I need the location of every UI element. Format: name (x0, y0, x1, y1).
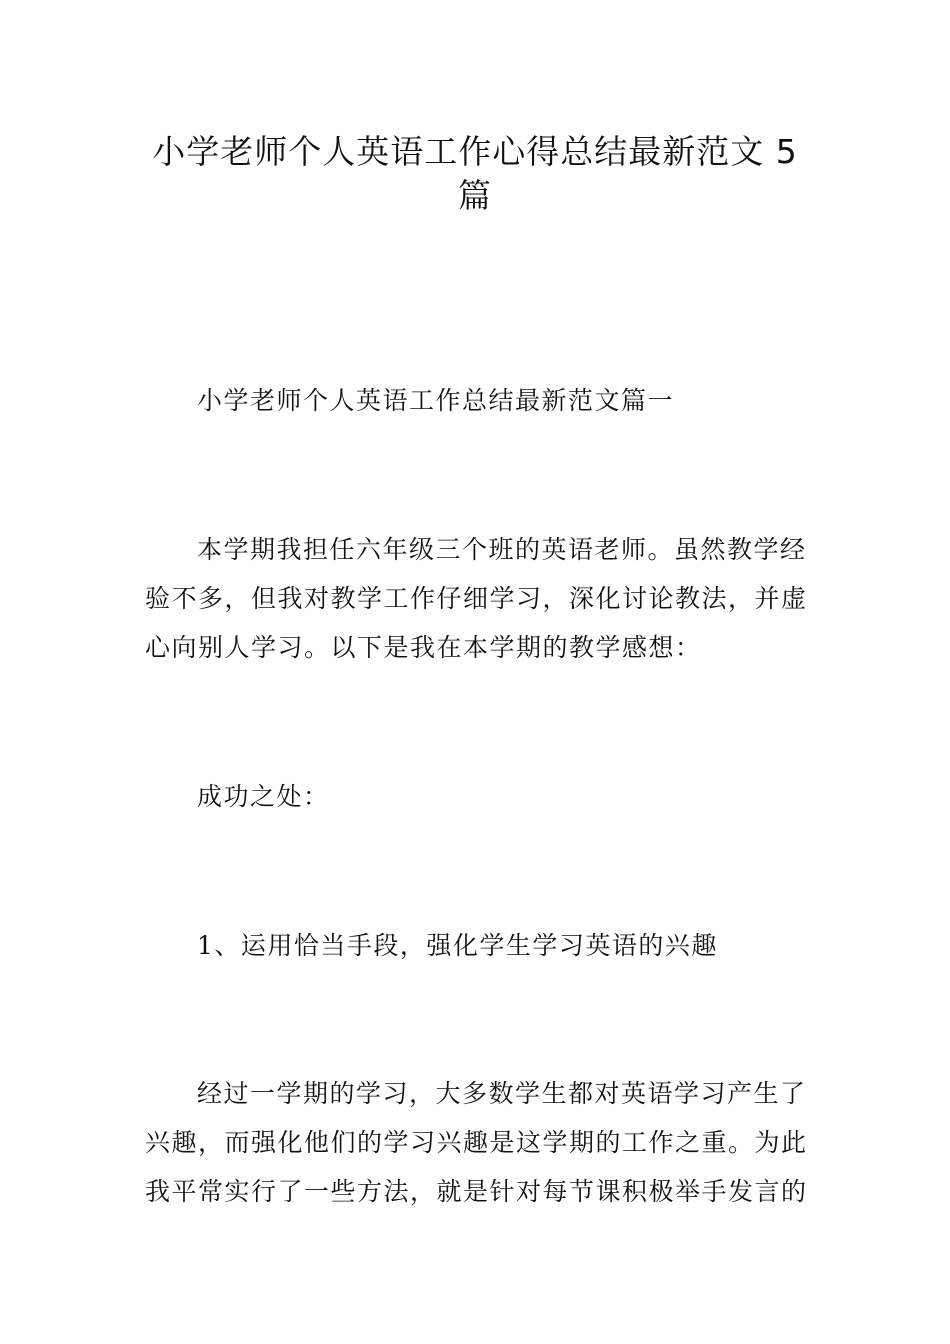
intro-paragraph (145, 525, 809, 672)
point1-heading (145, 921, 809, 970)
point1-paragraph (145, 1069, 809, 1216)
document-title-line1: 小学老师个人英语工作心得总结最新范文 5 (152, 132, 798, 171)
point1-line-1: 经过一学期的学习，大多数学生都对英语学习产生了 (197, 1079, 807, 1108)
point1-line-3: 我平常实行了一些方法，就是针对每节课积极举手发言的 (145, 1177, 808, 1206)
intro-line-2: 验不多，但我对教学工作仔细学习，深化讨论教法，并虚 (145, 584, 808, 613)
section-heading (145, 376, 809, 425)
point1-heading-text: 1、运用恰当手段，强化学生学习英语的兴趣 (197, 931, 718, 960)
document-title-line2: 篇 (458, 176, 492, 215)
point1-line-2: 兴趣，而强化他们的学习兴趣是这学期的工作之重。为此 (145, 1128, 808, 1157)
intro-line-3: 心向别人学习。以下是我在本学期的教学感想： (145, 633, 702, 662)
intro-line-1: 本学期我担任六年级三个班的英语老师。虽然教学经 (197, 535, 807, 564)
section-heading-text: 小学老师个人英语工作总结最新范文篇一 (197, 386, 675, 415)
success-heading-text: 成功之处： (197, 782, 330, 811)
success-heading (145, 772, 809, 821)
